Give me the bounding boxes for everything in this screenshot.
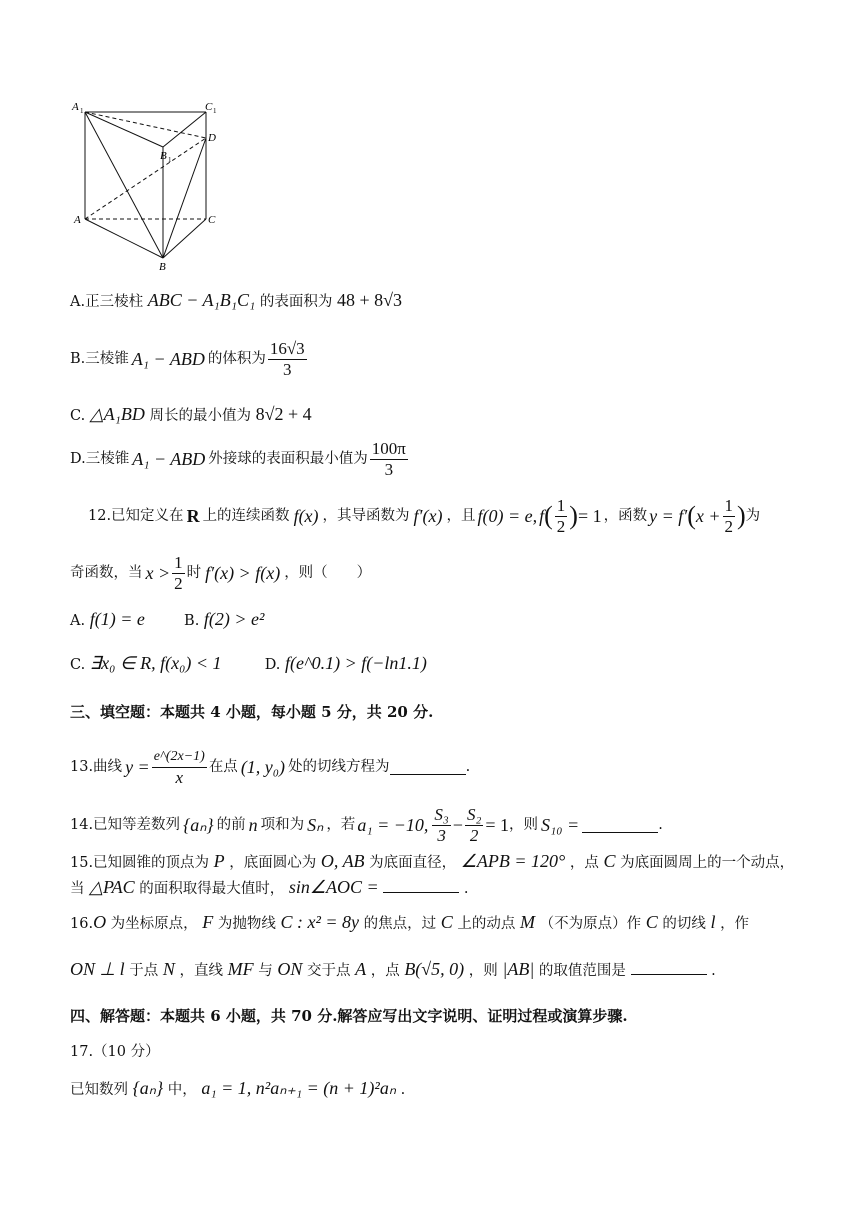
q15-line-2 (70, 877, 468, 899)
q12-y-expr: y = f′ (649, 506, 688, 526)
q13-y: y = (125, 757, 150, 777)
q15-angle: ∠APB = 120° (460, 851, 566, 871)
q13-fraction (152, 747, 207, 788)
q15-answer-blank[interactable] (383, 878, 459, 893)
q16-c: C (440, 912, 453, 932)
q12-text-6: 为 (745, 508, 761, 524)
q16-answer-blank[interactable] (631, 960, 707, 975)
q12-options-cd (70, 653, 427, 675)
q14-equals: = 1 (485, 815, 510, 835)
label-B1-sub: 1 (168, 156, 172, 164)
q12-fhalf-f: f (539, 506, 545, 526)
q17-heading: 17.（10 分） (70, 1044, 160, 1060)
q17-text-1: 已知数列 (70, 1082, 128, 1098)
prism-figure (68, 95, 228, 275)
q16-text-5: （不为原点）作 (539, 916, 642, 932)
q12-option-d: f(e^0.1) > f(−ln1.1) (285, 653, 427, 673)
q14-s2-den: 2 (469, 825, 479, 845)
section-3-heading: 三、填空题：本题共 4 小题，每小题 5 分，共 20 分. (70, 703, 434, 721)
q12-option-c-label: C. (70, 657, 86, 673)
q11-c-mid: 周长的最小值为 (149, 408, 251, 424)
q12-half-fraction-2 (723, 496, 736, 537)
q12-option-a-label: A. (70, 613, 86, 629)
q16-text-14: 的取值范围是 (538, 963, 626, 979)
q12-half-num-3: 1 (174, 552, 183, 572)
q14-text-5: ，则 (509, 817, 539, 833)
q12-half-den: 2 (556, 516, 566, 536)
q16-c-2: C (645, 912, 658, 932)
q14-sn: Sₙ (307, 815, 324, 835)
q11-c-prefix: C. (70, 408, 86, 424)
q11-d-fraction (370, 439, 408, 480)
label-A1-sub: 1 (80, 107, 84, 115)
q12-fhalf-value: = 1 (577, 506, 602, 526)
q12-f0: f(0) = e, (477, 506, 538, 526)
q16-text-8: 于点 (129, 963, 159, 979)
q17-condition: a₁ = 1, n²aₙ₊₁ = (n + 1)²aₙ (201, 1078, 396, 1098)
q15-text-5: 为底面圆周上的一个动点， (620, 855, 795, 871)
q12-text-2: 上的连续函数 (202, 508, 290, 524)
q16-l: l (710, 912, 716, 932)
q12-half-den-3: 2 (174, 573, 183, 593)
q16-parabola: C : x² = 8y (280, 912, 360, 932)
q12-options-ab (70, 609, 264, 631)
q13-period: . (465, 759, 471, 775)
q11-d-num: 100π (371, 438, 406, 458)
q15-text-1: 15.已知圆锥的顶点为 (70, 855, 210, 871)
q12-text-7: 奇函数，当 (70, 565, 143, 581)
section-4-heading: 四、解答题：本题共 6 小题，共 70 分.解答应写出文字说明、证明过程或演算步骤. (70, 1007, 628, 1025)
q12-x-plus: x + (695, 506, 721, 526)
q12-text-3: ，其导函数为 (322, 508, 410, 524)
q17-text-2: 中， (167, 1082, 197, 1098)
q14-text-3: 项和为 (260, 817, 305, 833)
q12-paren-close: ) (569, 501, 578, 530)
q12-text-8: 时 (186, 565, 202, 581)
q16-text-1: 为坐标原点， (110, 916, 198, 932)
q12-paren2-close: ) (737, 501, 746, 530)
q11-c-value: 8√2 + 4 (255, 404, 312, 424)
q12-inequality: f′(x) > f(x) (205, 563, 281, 583)
q12-line-1 (88, 494, 760, 538)
q11-b-expr: A₁ − ABD (131, 349, 205, 369)
q16-mf: MF (227, 959, 254, 979)
q11-a-value: 48 + 8√3 (337, 290, 403, 310)
q12-fpx: f′(x) (413, 506, 443, 526)
q16-text-7: ，作 (720, 916, 750, 932)
q12-text-1: 12.已知定义在 (88, 508, 184, 524)
q14-s3-den: 3 (437, 825, 446, 845)
q16-line-2 (70, 959, 716, 981)
label-C1: C (205, 101, 213, 113)
q13-text-3: 处的切线方程为 (288, 759, 390, 775)
label-B: B (159, 261, 166, 273)
q11-option-c (70, 404, 312, 426)
q16-line-1 (70, 912, 749, 934)
q15-text-7: 的面积取得最大值时， (139, 881, 285, 897)
q14-s2-fraction (465, 805, 483, 846)
q13 (70, 745, 470, 789)
q14-text-2: 的前 (216, 817, 246, 833)
q14-minus: − (452, 815, 463, 835)
q11-d-expr: A₁ − ABD (132, 449, 206, 469)
q11-option-a (70, 290, 402, 312)
label-B1: B (160, 150, 167, 162)
q15-period: . (463, 881, 469, 897)
q11-d-den: 3 (384, 459, 394, 479)
q11-a-prefix: A.正三棱柱 (70, 294, 144, 310)
q11-option-b (70, 337, 309, 381)
q16-number: 16. (70, 916, 94, 932)
label-A: A (74, 214, 81, 226)
q15-text-3: 为底面直径， (369, 855, 457, 871)
q13-answer-blank[interactable] (390, 760, 466, 775)
label-C1-sub: 1 (213, 107, 217, 115)
q11-b-den: 3 (283, 359, 292, 379)
q11-d-prefix: D.三棱锥 (70, 451, 130, 467)
q14-n: n (248, 815, 258, 835)
label-C: C (208, 214, 216, 226)
q16-o: O (93, 912, 107, 932)
q16-text-2: 为抛物线 (217, 916, 276, 932)
q16-point-b: B(√5, 0) (404, 959, 465, 979)
q16-text-11: 交于点 (306, 963, 351, 979)
q14-text-1: 14.已知等差数列 (70, 817, 181, 833)
q14 (70, 803, 663, 847)
q15-c: C (603, 851, 616, 871)
q16-text-13: ，则 (468, 963, 498, 979)
q12-half-num: 1 (556, 495, 566, 515)
q13-den: x (175, 767, 184, 787)
q15-text-2: ，底面圆心为 (229, 855, 317, 871)
q14-s10: S₁₀ = (541, 815, 580, 835)
q15-sin: sin∠AOC = (288, 877, 379, 897)
q12-reals: R (186, 506, 200, 526)
q14-period: . (658, 817, 663, 833)
q16-ab: |AB| (502, 959, 535, 979)
q13-num: e^(2x−1) (152, 747, 207, 768)
q14-s3-fraction (432, 805, 450, 846)
q12-half-fraction (555, 496, 568, 537)
q16-text-6: 的切线 (662, 916, 706, 932)
q11-a-expr: ABC − A₁B₁C₁ (147, 290, 256, 310)
q16-period: . (711, 963, 716, 979)
q15-text-4: ，点 (569, 855, 599, 871)
q14-condition: a₁ = −10, (357, 815, 429, 835)
q17-period: . (400, 1082, 406, 1098)
q12-text-5: ，函数 (603, 508, 648, 524)
q12-paren-open: ( (544, 501, 553, 530)
label-A1: A (72, 101, 79, 113)
q13-text-2: 在点 (208, 759, 238, 775)
q14-s3-num: S₃ (434, 804, 449, 824)
q11-d-mid: 外接球的表面积最小值为 (208, 451, 368, 467)
q12-paren2-open: ( (687, 501, 696, 530)
q12-fx: f(x) (293, 506, 319, 526)
q13-text-1: 13.曲线 (70, 759, 123, 775)
q11-b-num: 16√3 (269, 338, 305, 358)
q11-b-fraction (268, 339, 307, 380)
q15-triangle: △PAC (89, 877, 135, 897)
q16-text-12: ，点 (370, 963, 400, 979)
q15-p: P (213, 851, 225, 871)
q12-half-fraction-3 (172, 553, 185, 594)
q15-line-1 (70, 851, 794, 873)
q12-x-gt: x > (145, 563, 171, 583)
q12-text-9: ，则（ ） (284, 565, 372, 581)
q14-sequence: {aₙ} (183, 815, 214, 835)
q12-option-b: f(2) > e² (203, 609, 265, 629)
q15-text-6: 当 (70, 881, 85, 897)
q14-s2-num: S₂ (466, 804, 482, 824)
q12-line-2 (70, 551, 371, 595)
q16-text-4: 上的动点 (457, 916, 516, 932)
q12-option-d-label: D. (264, 657, 281, 673)
q12-option-c: ∃x₀ ∈ R, f(x₀) < 1 (89, 653, 222, 673)
q11-b-prefix: B.三棱锥 (70, 351, 129, 367)
q13-point: (1, y₀) (240, 757, 286, 777)
q11-b-mid: 的体积为 (207, 351, 266, 367)
q11-c-expr: △A₁BD (89, 404, 145, 424)
q17-sequence: {aₙ} (132, 1078, 164, 1098)
q16-a: A (355, 959, 367, 979)
q14-answer-blank[interactable] (582, 818, 658, 833)
q16-text-9: ，直线 (179, 963, 224, 979)
q12-option-b-label: B. (184, 613, 200, 629)
q16-m: M (519, 912, 535, 932)
q16-perp: ON ⊥ l (70, 959, 125, 979)
q11-option-d (70, 437, 410, 481)
q12-option-a: f(1) = e (89, 609, 145, 629)
q14-text-4: ，若 (326, 817, 356, 833)
q12-half-den-2: 2 (724, 516, 733, 536)
q16-f: F (202, 912, 214, 932)
label-D: D (208, 132, 216, 144)
q16-n: N (162, 959, 175, 979)
q16-text-10: 与 (258, 963, 273, 979)
q12-half-num-2: 1 (724, 495, 733, 515)
q16-text-3: 的焦点，过 (363, 916, 437, 932)
q15-oab: O, AB (320, 851, 365, 871)
q12-text-4: ，且 (446, 508, 476, 524)
q11-a-mid: 的表面积为 (259, 294, 333, 310)
q16-on: ON (277, 959, 303, 979)
q17-body (70, 1078, 405, 1100)
